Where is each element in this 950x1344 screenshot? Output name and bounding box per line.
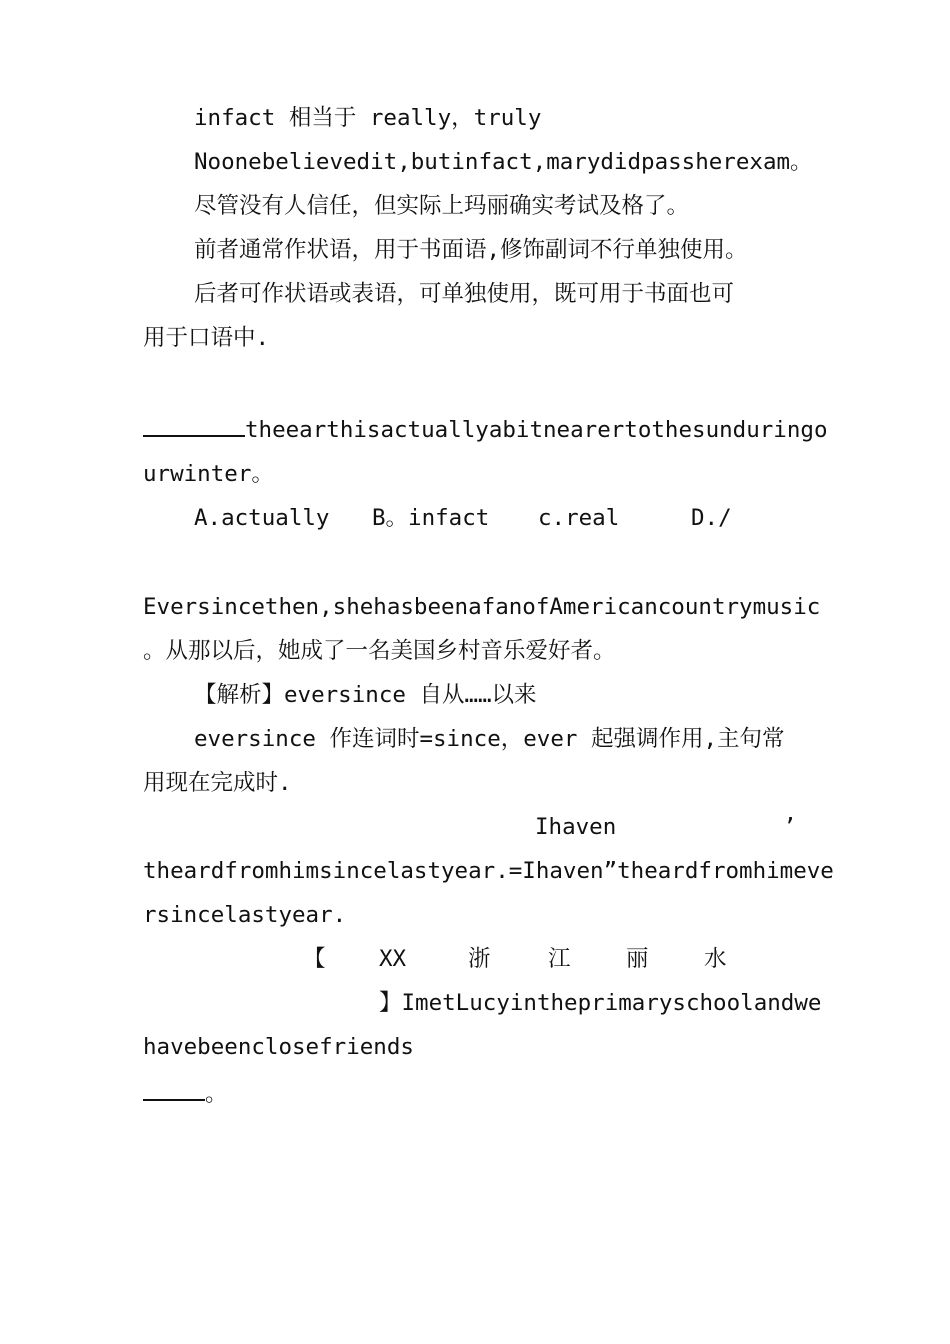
option-c: c.real <box>538 505 620 531</box>
text-line: Eversincethen,shehasbeenafanofAmericancountrymusic <box>143 594 821 620</box>
text-line: rsincelastyear. <box>143 902 347 928</box>
text-line: 后者可作状语或表语，可单独使用，既可用于书面也可 <box>194 281 735 307</box>
document-page <box>143 96 834 1116</box>
question-2-blank-line <box>143 1069 808 1116</box>
text-line: 用于口语中. <box>143 325 270 351</box>
answer-blank <box>143 1069 205 1101</box>
text-line: havebeenclosefriends <box>143 1034 414 1060</box>
source-text: 浙 <box>468 946 491 972</box>
source-text: 江 <box>548 946 571 972</box>
text-line: 。从那以后，她成了一名美国乡村音乐爱好者。 <box>143 638 616 664</box>
source-text: 丽 <box>626 946 649 972</box>
bracket-open: 【 <box>303 946 326 972</box>
question-1-line <box>143 405 828 452</box>
text-line: 前者通常作状语，用于书面语,修饰副词不行单独使用。 <box>194 237 748 263</box>
source-line <box>143 937 808 981</box>
text-line <box>143 981 822 1025</box>
analysis-label: 【解析】eversince 自从……以来 <box>194 682 537 708</box>
text-line: 尽管没有人信任，但实际上玛丽确实考试及格了。 <box>194 193 690 219</box>
answer-blank <box>143 405 245 437</box>
option-a: A.actually <box>194 505 330 531</box>
question-1-text: theearthisactuallyabitnearertothesunduringo <box>245 417 828 443</box>
text-fragment: Ihaven <box>535 814 617 840</box>
text-line: 用现在完成时. <box>143 770 292 796</box>
text-fragment: ’ <box>783 814 797 840</box>
question-1-options <box>143 496 808 540</box>
text-line: urwinter。 <box>143 461 274 487</box>
option-d: D./ <box>691 505 732 531</box>
source-text: XX <box>379 946 407 972</box>
spacer <box>143 540 808 585</box>
text-line: Noonebelievedit,butinfact,marydidpassherexam。 <box>194 149 813 175</box>
text-fragment: 。 <box>205 1081 228 1107</box>
text-line: theardfromhimsincelastyear.=Ihaven”theardfromhimeve <box>143 858 834 884</box>
text-line: eversince 作连词时=since，ever 起强调作用,主句常 <box>194 726 785 752</box>
spacer <box>143 360 808 405</box>
text-line <box>143 805 808 849</box>
text-line: infact 相当于 really，truly <box>194 105 542 131</box>
source-text: 水 <box>704 946 727 972</box>
option-b: B。infact <box>372 505 490 531</box>
question-2-text: 】ImetLucyintheprimaryschoolandwe <box>379 990 822 1016</box>
